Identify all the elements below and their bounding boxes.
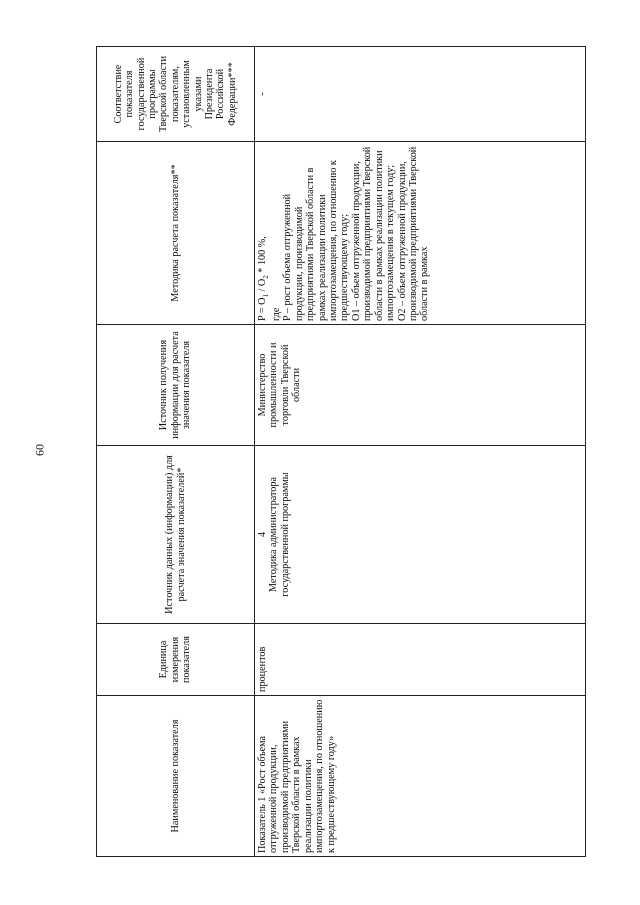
table-header-row [97, 47, 255, 857]
cell-indicator-name: Показатель 1 «Рост объема отгруженной продукции, производимой предприятиями Тверской области в рамках реализации политики импортозамещения, по отношению к предшествующему году» [255, 696, 586, 857]
header-info-source: Источник получения информации для расчета значения показателя [97, 325, 255, 446]
header-indicator-name: Наименование показателя [97, 696, 255, 857]
header-compliance: Соответствие показателя государственной программы Тверской области показателям, установленным указами Президента Российской Федерации*** [97, 47, 255, 142]
cell-calc-method [255, 142, 586, 325]
method-line: где [270, 307, 282, 321]
rotated-table-container [96, 47, 586, 857]
method-line: O1 – объем отгруженной продукции, производимой предприятиями Тверской области в рамках реализации политики импортозамещения в текущем году; [350, 146, 397, 321]
method-line: P – рост объема отгруженной продукции, производимой предприятиями Тверской области в рамках реализации политики импортозамещения, по отношению к предшествующему году; [282, 160, 351, 321]
cell-data-source [255, 446, 586, 624]
method-formula: $P = O_1 / O_2 * 100$ %, [257, 236, 271, 321]
header-unit: Единица измерения показателя [97, 624, 255, 696]
data-source-text: Методика администратора государственной программы [268, 472, 291, 597]
page-number: 60 [32, 444, 47, 456]
method-line: O2 – объем отгруженной продукции, производимой предприятиями Тверской области в рамках [396, 146, 431, 321]
data-source-number: 4 [257, 531, 268, 538]
header-calc-method: Методика расчета показателя** [97, 142, 255, 325]
table-row [255, 47, 586, 857]
indicator-table [96, 46, 586, 857]
cell-compliance: - [255, 47, 586, 142]
header-data-source: Источник данных (информации) для расчета значения показателей* [97, 446, 255, 624]
cell-info-source: Министерство промышленности и торговли Тверской области [255, 325, 586, 446]
cell-unit: процентов [255, 624, 586, 696]
